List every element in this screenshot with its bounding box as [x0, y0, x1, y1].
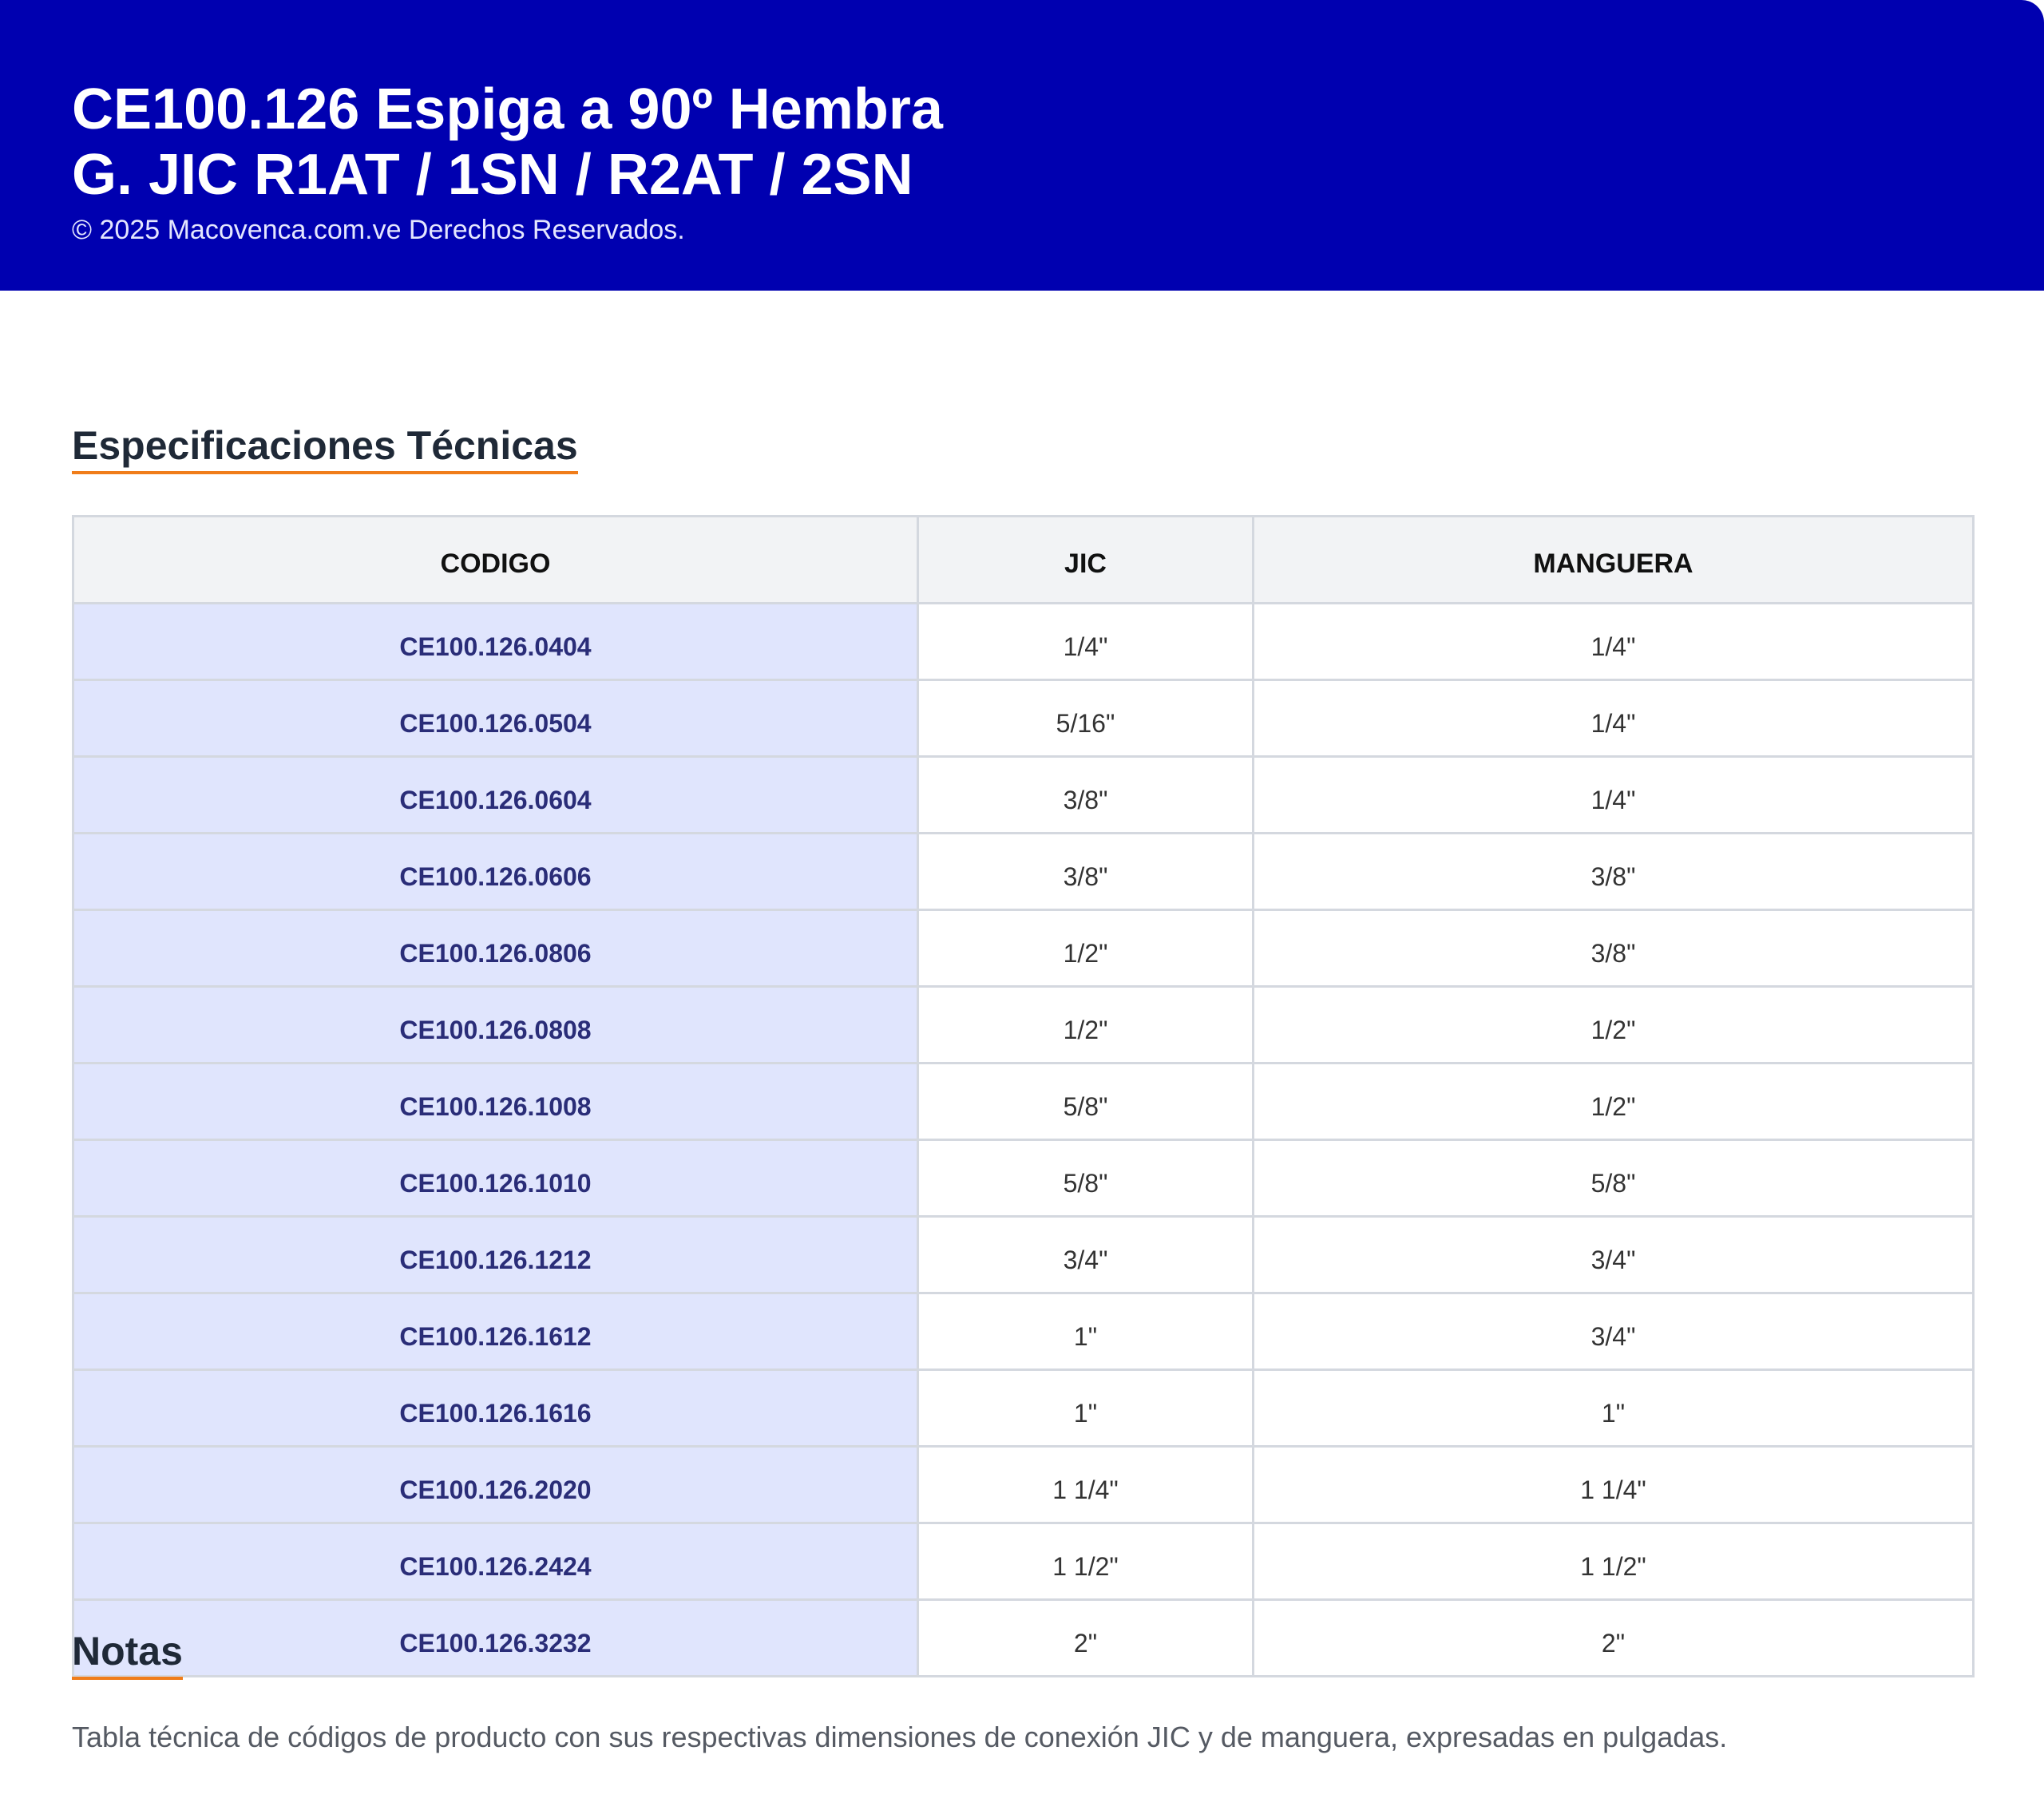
cell-codigo: CE100.126.0504: [73, 680, 918, 757]
page-title-line-2: G. JIC R1AT / 1SN / R2AT / 2SN: [72, 143, 913, 207]
cell-codigo: CE100.126.0606: [73, 834, 918, 910]
cell-manguera: 1": [1254, 1370, 1974, 1447]
cell-codigo: CE100.126.1616: [73, 1370, 918, 1447]
cell-codigo: CE100.126.1010: [73, 1140, 918, 1217]
cell-manguera: 3/4": [1254, 1293, 1974, 1370]
table-row: [73, 987, 1974, 1063]
cell-jic: 1 1/2": [918, 1523, 1254, 1600]
cell-jic: 1/2": [918, 987, 1254, 1063]
cell-codigo: CE100.126.1612: [73, 1293, 918, 1370]
page-header: [0, 0, 2044, 291]
cell-jic: 2": [918, 1600, 1254, 1677]
cell-jic: 1 1/4": [918, 1447, 1254, 1523]
cell-jic: 3/8": [918, 834, 1254, 910]
cell-manguera: 3/4": [1254, 1217, 1974, 1293]
column-header-codigo: CODIGO: [73, 517, 918, 604]
cell-manguera: 1 1/4": [1254, 1447, 1974, 1523]
cell-manguera: 3/8": [1254, 834, 1974, 910]
cell-codigo: CE100.126.0604: [73, 757, 918, 834]
cell-codigo: CE100.126.3232: [73, 1600, 918, 1677]
notes-text: Tabla técnica de códigos de producto con sus respectivas dimensiones de conexión JIC y de manguera, expresadas en pulgadas.: [72, 1721, 1728, 1753]
table-row: [73, 1447, 1974, 1523]
column-header-manguera: MANGUERA: [1254, 517, 1974, 604]
table-row: [73, 834, 1974, 910]
table-row: [73, 1293, 1974, 1370]
cell-jic: 5/8": [918, 1140, 1254, 1217]
cell-jic: 1": [918, 1293, 1254, 1370]
table-row: [73, 1370, 1974, 1447]
cell-codigo: CE100.126.1212: [73, 1217, 918, 1293]
table-row: [73, 604, 1974, 680]
cell-manguera: 1/2": [1254, 987, 1974, 1063]
specs-heading: Especificaciones Técnicas: [72, 422, 578, 474]
specs-table: [72, 515, 1975, 1677]
table-row: [73, 910, 1974, 987]
table-row: [73, 1063, 1974, 1140]
cell-manguera: 5/8": [1254, 1140, 1974, 1217]
cell-manguera: 1 1/2": [1254, 1523, 1974, 1600]
cell-jic: 5/16": [918, 680, 1254, 757]
cell-codigo: CE100.126.0808: [73, 987, 918, 1063]
cell-manguera: 1/4": [1254, 680, 1974, 757]
cell-jic: 1/2": [918, 910, 1254, 987]
cell-codigo: CE100.126.2020: [73, 1447, 918, 1523]
notes-heading: Notas: [72, 1627, 183, 1680]
specs-table-body: [73, 604, 1974, 1677]
table-header-row: [73, 517, 1974, 604]
cell-jic: 1/4": [918, 604, 1254, 680]
cell-jic: 5/8": [918, 1063, 1254, 1140]
cell-codigo: CE100.126.0404: [73, 604, 918, 680]
page-title-line-1: CE100.126 Espiga a 90º Hembra: [72, 77, 943, 141]
cell-manguera: 1/2": [1254, 1063, 1974, 1140]
cell-manguera: 3/8": [1254, 910, 1974, 987]
copyright-text: © 2025 Macovenca.com.ve Derechos Reservados.: [72, 215, 685, 245]
cell-manguera: 1/4": [1254, 757, 1974, 834]
table-row: [73, 1217, 1974, 1293]
cell-codigo: CE100.126.1008: [73, 1063, 918, 1140]
table-row: [73, 1140, 1974, 1217]
cell-codigo: CE100.126.0806: [73, 910, 918, 987]
page-title: [72, 77, 943, 208]
cell-jic: 3/4": [918, 1217, 1254, 1293]
table-row: [73, 757, 1974, 834]
cell-jic: 3/8": [918, 757, 1254, 834]
table-row: [73, 1600, 1974, 1677]
cell-jic: 1": [918, 1370, 1254, 1447]
cell-manguera: 1/4": [1254, 604, 1974, 680]
table-row: [73, 1523, 1974, 1600]
cell-codigo: CE100.126.2424: [73, 1523, 918, 1600]
column-header-jic: JIC: [918, 517, 1254, 604]
table-row: [73, 680, 1974, 757]
cell-manguera: 2": [1254, 1600, 1974, 1677]
